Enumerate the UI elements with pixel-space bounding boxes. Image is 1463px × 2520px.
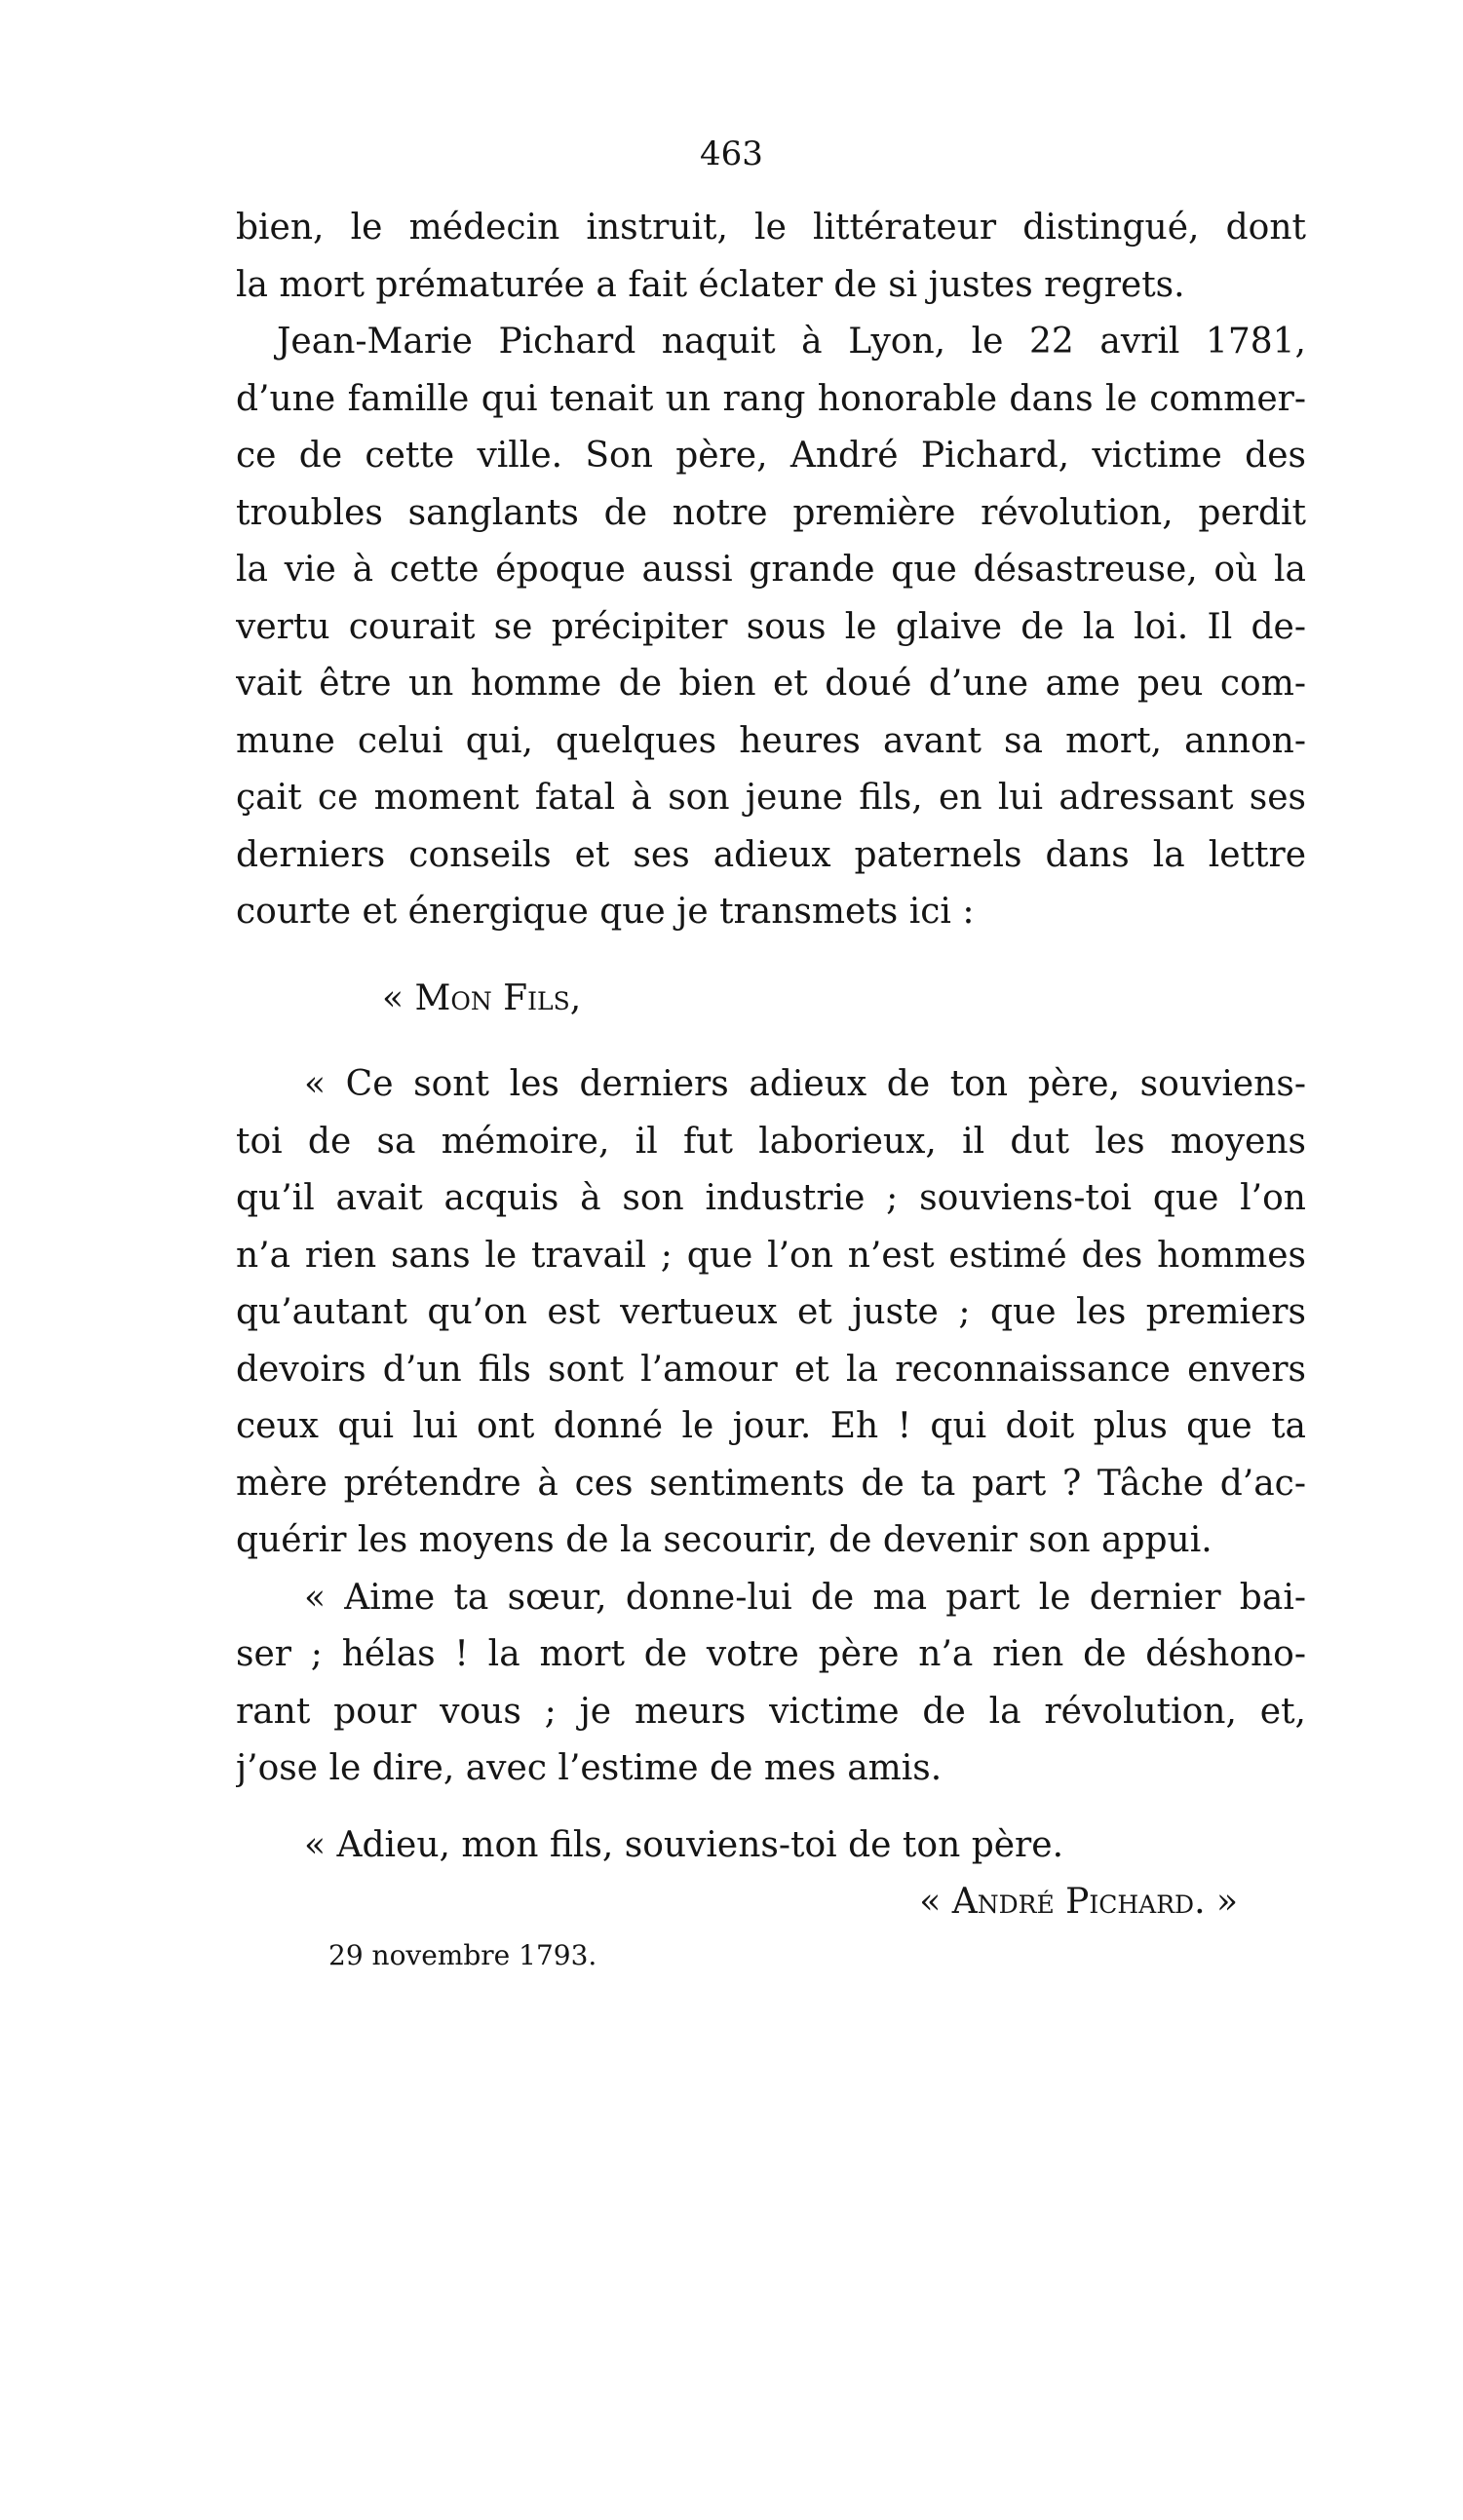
- paragraph-line: courte et énergique que je transmets ici :: [236, 892, 975, 932]
- letter-line: rant pour vous ; je meurs victime de la révolution, et,: [236, 1691, 1306, 1732]
- letter-line: qu’autant qu’on est vertueux et juste ; que les premiers: [236, 1292, 1306, 1332]
- letter-line: toi de sa mémoire, il fut laborieux, il dut les moyens: [236, 1121, 1306, 1162]
- letter-line: « Aime ta sœur, donne-lui de ma part le dernier bai-: [304, 1577, 1306, 1618]
- paragraph-line: d’une famille qui tenait un rang honorable dans le commer-: [236, 378, 1306, 419]
- letter-line: ser ; hélas ! la mort de votre père n’a rien de déshono-: [236, 1634, 1306, 1674]
- letter-line: devoirs d’un fils sont l’amour et la reconnaissance envers: [236, 1349, 1306, 1390]
- paragraph-line: troubles sanglants de notre première révolution, perdit: [236, 492, 1306, 533]
- letter-line: qu’il avait acquis à son industrie ; souviens-toi que l’on: [236, 1178, 1306, 1218]
- letter-line: quérir les moyens de la secourir, de devenir son appui.: [236, 1520, 1213, 1560]
- letter-line: ceux qui lui ont donné le jour. Eh ! qui doit plus que ta: [236, 1406, 1306, 1446]
- letter-line: n’a rien sans le travail ; que l’on n’est estimé des hommes: [236, 1235, 1306, 1276]
- paragraph-line: Jean-Marie Pichard naquit à Lyon, le 22 avril 1781,: [277, 322, 1306, 362]
- paragraph-line: ce de cette ville. Son père, André Pichard, victime des: [236, 436, 1306, 476]
- paragraph-line: la vie à cette époque aussi grande que désastreuse, où la: [236, 550, 1306, 590]
- letter-line: j’ose le dire, avec l’estime de mes amis.: [236, 1748, 943, 1788]
- main-text: [236, 200, 1306, 1980]
- intro-line: bien, le médecin instruit, le littérateur distingué, dont: [236, 208, 1306, 248]
- letter-salutation: « Mon Fils,: [382, 977, 582, 1018]
- paragraph-line: vertu courait se précipiter sous le glaive de la loi. Il de-: [236, 606, 1306, 647]
- letter-line: mère prétendre à ces sentiments de ta part ? Tâche d’ac-: [236, 1463, 1306, 1504]
- page-number: 463: [700, 134, 763, 173]
- paragraph-line: derniers conseils et ses adieux paternels dans la lettre: [236, 834, 1306, 875]
- letter-date: 29 novembre 1793.: [328, 1938, 597, 1971]
- paragraph-line: vait être un homme de bien et doué d’une ame peu com-: [236, 664, 1306, 704]
- letter-closing: « Adieu, mon fils, souviens-toi de ton père.: [304, 1824, 1064, 1865]
- paragraph-line: çait ce moment fatal à son jeune fils, en lui adressant ses: [236, 778, 1306, 818]
- intro-line: la mort prématurée a fait éclater de si justes regrets.: [236, 264, 1185, 305]
- paragraph-line: mune celui qui, quelques heures avant sa mort, annon-: [236, 720, 1306, 761]
- letter-line: « Ce sont les derniers adieux de ton père, souviens-: [304, 1064, 1306, 1104]
- letter-signature: « André Pichard. »: [919, 1882, 1238, 1922]
